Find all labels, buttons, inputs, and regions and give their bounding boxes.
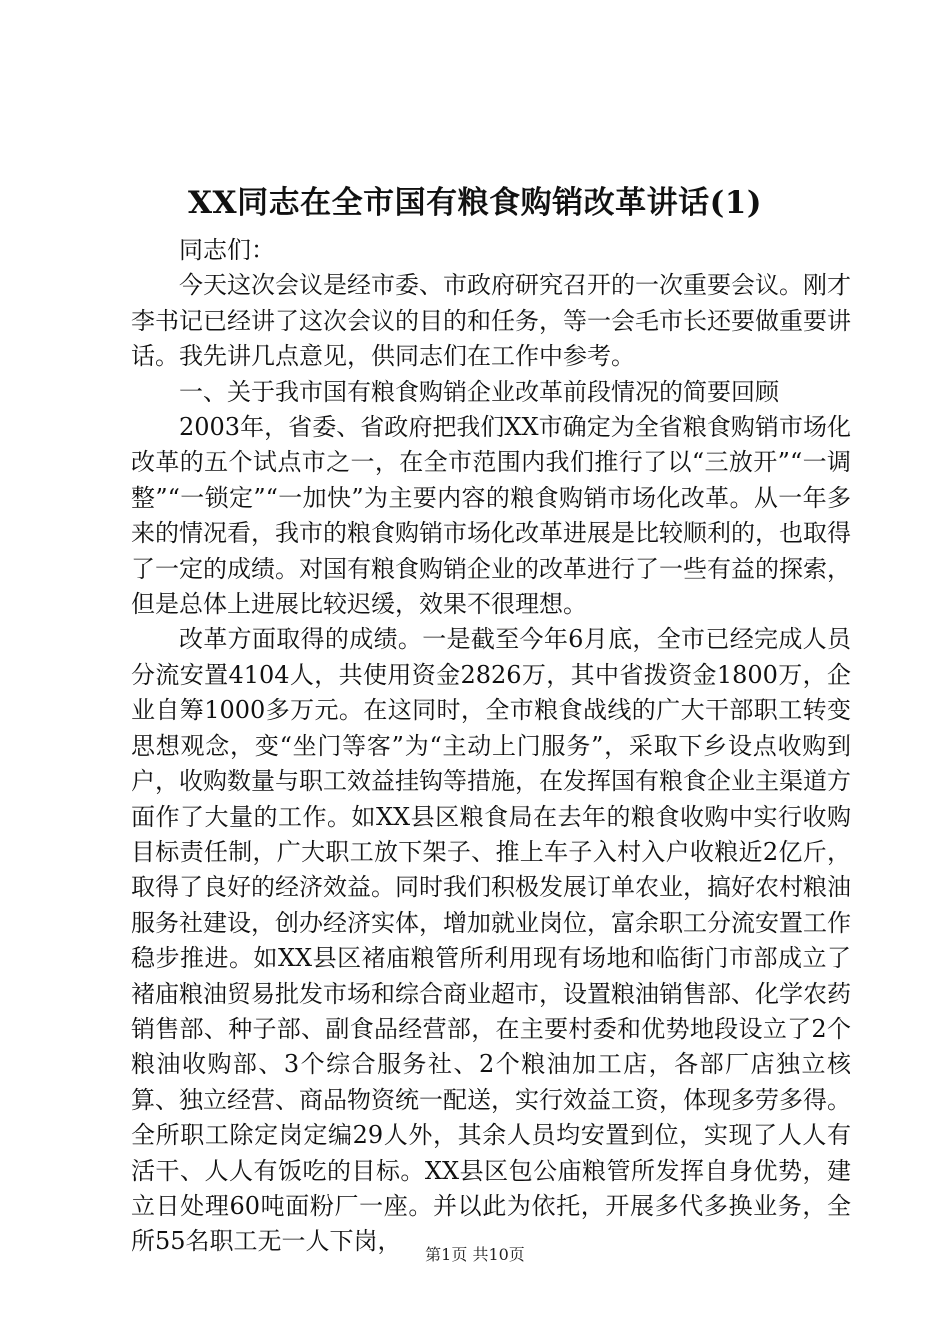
document-title: XX同志在全市国有粮食购销改革讲话(1): [187, 185, 762, 221]
body-paragraph: 2003年，省委、省政府把我们XX市确定为全省粮食购销市场化改革的五个试点市之一，在全市范围内我们推行了以“三放开”“一调整”“一锁定”“一加快”为主要内容的粮食购销市场化改革。从一年多来的情况看，我市的粮食购销市场化改革进展是比较顺利的，也取得了一定的成绩。对国有粮食购销企业的改革进行了一些有益的探索，但是总体上进展比较迟缓，效果不很理想。: [131, 413, 851, 619]
document-body: [131, 233, 851, 1260]
body-paragraph: 今天这次会议是经市委、市政府研究召开的一次重要会议。刚才李书记已经讲了这次会议的目的和任务，等一会毛市长还要做重要讲话。我先讲几点意见，供同志们在工作中参考。: [131, 271, 851, 371]
body-paragraph: 改革方面取得的成绩。一是截至今年6月底，全市已经完成人员分流安置4104人，共使用资金2826万，其中省拨资金1800万，企业自筹1000多万元。在这同时，全市粮食战线的广大干部职工转变思想观念，变“坐门等客”为“主动上门服务”，采取下乡设点收购到户，收购数量与职工效益挂钩等措施，在发挥国有粮食企业主渠道方面作了大量的工作。如XX县区粮食局在去年的粮食收购中实行收购目标责任制，广大职工放下架子、推上车子入村入户收粮近2亿斤，取得了良好的经济效益。同时我们积极发展订单农业，搞好农村粮油服务社建设，创办经济实体，增加就业岗位，富余职工分流安置工作稳步推进。如XX县区褚庙粮管所利用现有场地和临街门市部成立了褚庙粮油贸易批发市场和综合商业超市，设置粮油销售部、化学农药销售部、种子部、副食品经营部，在主要村委和优势地段设立了2个粮油收购部、3个综合服务社、2个粮油加工店，各部厂店独立核算、独立经营、商品物资统一配送，实行效益工资，体现多劳多得。全所职工除定岗定编29人外，其余人员均安置到位，实现了人人有活干、人人有饭吃的目标。XX县区包公庙粮管所发挥自身优势，建立日处理60吨面粉厂一座。并以此为依托，开展多代多换业务，全所55名职工无一人下岗，: [131, 625, 851, 1256]
greeting-paragraph: 同志们：: [179, 236, 275, 264]
page-number-footer: 第1页 共10页: [425, 1245, 525, 1264]
section-heading: 一、关于我市国有粮食购销企业改革前段情况的简要回顾: [179, 377, 779, 406]
